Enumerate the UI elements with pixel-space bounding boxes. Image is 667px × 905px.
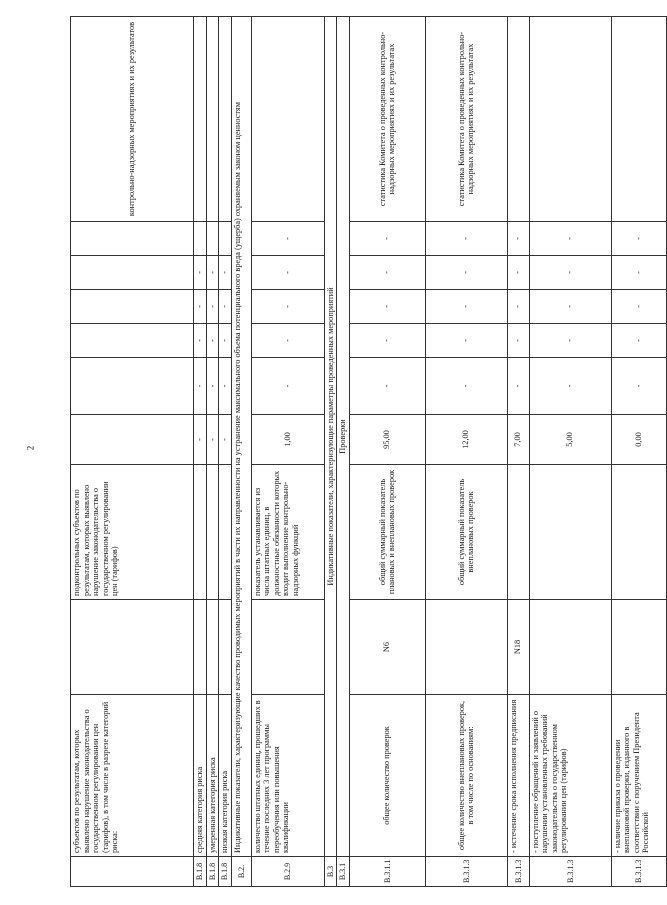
row-value: - bbox=[206, 290, 219, 324]
row-value: - bbox=[251, 324, 324, 358]
row-value: - bbox=[194, 256, 207, 290]
row-value: - bbox=[251, 290, 324, 324]
row-number bbox=[611, 600, 666, 695]
row-number bbox=[425, 600, 507, 695]
row-value: - bbox=[611, 256, 666, 290]
row-value: - bbox=[251, 358, 324, 415]
row-target: 5,00 bbox=[529, 415, 611, 465]
row-formula: подконтрольных субъектов по результатам, которых выявлено нарушение законодательства о государственном регулировании цен (тарифов) bbox=[71, 465, 194, 600]
row-value: - bbox=[611, 358, 666, 415]
row-value: - bbox=[507, 358, 529, 415]
row-value: - bbox=[349, 222, 425, 256]
row-name: низкая категория риска bbox=[219, 695, 232, 857]
row-source bbox=[206, 17, 219, 222]
row-number bbox=[219, 600, 232, 695]
row-value bbox=[194, 222, 207, 256]
row-code: В.3.1.3 bbox=[529, 857, 611, 887]
row-formula bbox=[529, 465, 611, 600]
table-row bbox=[206, 17, 219, 887]
row-source bbox=[194, 17, 207, 222]
row-formula bbox=[206, 465, 219, 600]
row-value: - bbox=[349, 256, 425, 290]
section-row bbox=[231, 17, 251, 887]
row-name: количество штатных единиц, прошедших в течение последних 3 лет программы переобучения или повышения квалификации bbox=[251, 695, 324, 857]
row-formula: общий суммарный показатель плановых и внеплановых проверок bbox=[349, 465, 425, 600]
row-name: субъектов по результатам, которых выявлено нарушение законодательства о государственном регулировании цен (тарифов), в том числе в разрезе категорий риска: bbox=[71, 695, 194, 857]
row-target: - bbox=[206, 415, 219, 465]
row-value: - bbox=[425, 324, 507, 358]
row-code: В.2. bbox=[231, 857, 251, 887]
table-row bbox=[251, 17, 324, 887]
row-target: - bbox=[219, 415, 232, 465]
row-value: - bbox=[611, 222, 666, 256]
row-value: - bbox=[529, 324, 611, 358]
row-code: В.3 bbox=[324, 857, 337, 887]
row-name: - наличие приказа о проведении внеплановой проверки, изданного в соответствии с поручением Президента Российской bbox=[611, 695, 666, 857]
row-formula bbox=[194, 465, 207, 600]
row-number: N6 bbox=[349, 600, 425, 695]
row-value: - bbox=[194, 358, 207, 415]
row-value: - bbox=[194, 290, 207, 324]
table-row bbox=[507, 17, 529, 887]
row-value: - bbox=[507, 290, 529, 324]
row-value: - bbox=[349, 290, 425, 324]
row-code: В.1.8 bbox=[194, 857, 207, 887]
row-number bbox=[529, 600, 611, 695]
row-source bbox=[251, 17, 324, 222]
row-value: - bbox=[611, 324, 666, 358]
row-code: В.1.8 bbox=[219, 857, 232, 887]
section-title: Индикативные показатели, характеризующие параметры проведенных мероприятий bbox=[324, 17, 337, 857]
row-source: статистика Комитета о проведенных контрольно-надзорных мероприятиях и их результатах bbox=[349, 17, 425, 222]
row-value: - bbox=[219, 358, 232, 415]
row-value: - bbox=[425, 222, 507, 256]
row-number bbox=[71, 600, 194, 695]
row-value: - bbox=[425, 358, 507, 415]
row-target bbox=[71, 415, 194, 465]
row-value bbox=[71, 222, 194, 256]
row-value: - bbox=[507, 222, 529, 256]
row-value: - bbox=[206, 358, 219, 415]
row-name: - поступление обращений и заявлений о нарушении установленных требований законодательства о государственном регулировании цен (тарифов) bbox=[529, 695, 611, 857]
table-row bbox=[194, 17, 207, 887]
row-code: В.3.1.3 bbox=[507, 857, 529, 887]
row-target: 95,00 bbox=[349, 415, 425, 465]
row-value: - bbox=[529, 222, 611, 256]
row-value bbox=[71, 324, 194, 358]
table-row bbox=[611, 17, 666, 887]
row-source bbox=[507, 17, 529, 222]
document-frame bbox=[70, 17, 651, 887]
row-value: - bbox=[219, 256, 232, 290]
row-number: N18 bbox=[507, 600, 529, 695]
row-number bbox=[206, 600, 219, 695]
row-value: - bbox=[349, 358, 425, 415]
row-value bbox=[206, 222, 219, 256]
row-code: В.3.1.3 bbox=[611, 857, 666, 887]
row-value bbox=[71, 290, 194, 324]
row-name: общее количество проверок bbox=[349, 695, 425, 857]
row-value bbox=[71, 358, 194, 415]
row-name: общее количество внеплановых проверок, в том числе по основаниям: bbox=[425, 695, 507, 857]
row-target: 1,00 bbox=[251, 415, 324, 465]
row-value: - bbox=[529, 358, 611, 415]
row-formula: общий суммарный показатель внеплановых проверок bbox=[425, 465, 507, 600]
section-title: Индикативные показатели, характеризующие качество проводимых мероприятий в части их направленности на устранение максимального объема потенциального вреда (ущерба) охраняемым законом ценностям bbox=[231, 17, 251, 857]
row-target: 7,00 bbox=[507, 415, 529, 465]
indicators-table bbox=[70, 16, 667, 887]
row-value bbox=[71, 256, 194, 290]
row-value: - bbox=[206, 324, 219, 358]
row-formula bbox=[219, 465, 232, 600]
table-row bbox=[349, 17, 425, 887]
row-value: - bbox=[529, 256, 611, 290]
table-row bbox=[219, 17, 232, 887]
row-formula bbox=[507, 465, 529, 600]
section-row bbox=[337, 17, 350, 887]
row-target: 12,00 bbox=[425, 415, 507, 465]
table-row bbox=[425, 17, 507, 887]
row-value: - bbox=[507, 256, 529, 290]
row-value: - bbox=[425, 290, 507, 324]
row-target: 0,00 bbox=[611, 415, 666, 465]
row-value: - bbox=[251, 256, 324, 290]
row-source bbox=[529, 17, 611, 222]
row-code: В.3.1 bbox=[337, 857, 350, 887]
row-value: - bbox=[219, 290, 232, 324]
row-value bbox=[219, 222, 232, 256]
row-name: умеренная категория риска bbox=[206, 695, 219, 857]
row-code: В.3.1.3 bbox=[425, 857, 507, 887]
row-value: - bbox=[611, 290, 666, 324]
row-value: - bbox=[349, 324, 425, 358]
table-row bbox=[529, 17, 611, 887]
row-formula: показатель устанавливается из числа штатных единиц, в должностные обязанности которых входит выполнение контрольно-надзорных функций bbox=[251, 465, 324, 600]
row-code: В.2.9 bbox=[251, 857, 324, 887]
section-title: Проверки bbox=[337, 17, 350, 857]
row-value: - bbox=[206, 256, 219, 290]
row-source: статистика Комитета о проведенных контрольно-надзорных мероприятиях и их результатах bbox=[425, 17, 507, 222]
row-code: В.1.8 bbox=[206, 857, 219, 887]
row-source bbox=[219, 17, 232, 222]
section-row bbox=[324, 17, 337, 887]
row-value: - bbox=[529, 290, 611, 324]
row-target: - bbox=[194, 415, 207, 465]
row-value: - bbox=[425, 256, 507, 290]
page-number: 2 bbox=[25, 445, 36, 451]
row-code bbox=[71, 857, 194, 887]
rotated-table-sheet bbox=[70, 17, 651, 887]
row-value: - bbox=[251, 222, 324, 256]
row-number bbox=[194, 600, 207, 695]
row-name: средняя категория риска bbox=[194, 695, 207, 857]
row-name: - истечение срока исполнения предписания bbox=[507, 695, 529, 857]
row-value: - bbox=[194, 324, 207, 358]
row-formula bbox=[611, 465, 666, 600]
row-value: - bbox=[219, 324, 232, 358]
row-value: - bbox=[507, 324, 529, 358]
row-source bbox=[611, 17, 666, 222]
row-source: контрольно-надзорных мероприятиях и их результатов bbox=[71, 17, 194, 222]
table-row bbox=[71, 17, 194, 887]
row-code: В.3.1.1 bbox=[349, 857, 425, 887]
row-number bbox=[251, 600, 324, 695]
